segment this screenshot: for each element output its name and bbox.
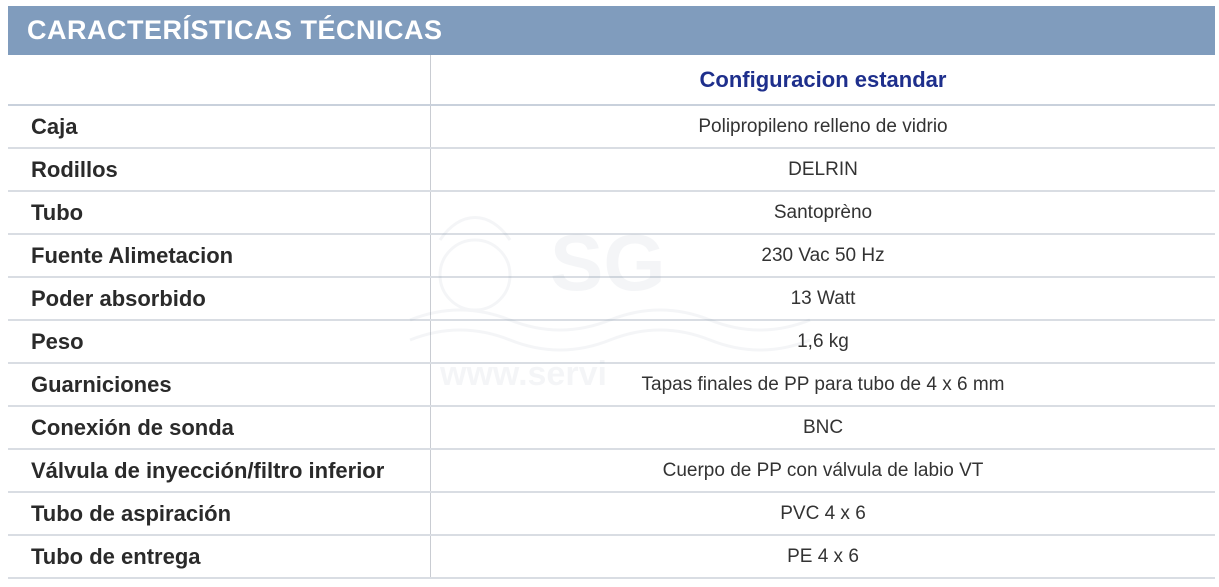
table-row <box>8 536 1215 579</box>
row-label: Conexión de sonda <box>8 407 431 448</box>
table-row <box>8 450 1215 493</box>
table-row <box>8 149 1215 192</box>
row-value: 13 Watt <box>790 287 856 309</box>
row-value: Polipropileno relleno de vidrio <box>698 115 948 137</box>
row-label: Caja <box>8 106 431 147</box>
table-row <box>8 106 1215 149</box>
table-row <box>8 235 1215 278</box>
header-config-label: Configuracion estandar <box>699 66 947 92</box>
row-value: BNC <box>802 416 844 438</box>
row-label: Rodillos <box>8 149 431 190</box>
section-title: CARACTERÍSTICAS TÉCNICAS <box>8 6 1215 55</box>
table-row <box>8 192 1215 235</box>
row-value: DELRIN <box>788 158 858 180</box>
table-header-row <box>8 55 1215 106</box>
row-label: Fuente Alimetacion <box>8 235 431 276</box>
row-value: 230 Vac 50 Hz <box>761 244 885 266</box>
watermark-logo-text: SG <box>550 218 666 307</box>
spec-table <box>8 55 1215 579</box>
row-value: PE 4 x 6 <box>787 545 859 567</box>
row-value: Tapas finales de PP para tubo de 4 x 6 mm <box>641 373 1005 395</box>
table-row <box>8 493 1215 536</box>
spec-sheet <box>8 6 1215 579</box>
row-label: Guarniciones <box>8 364 431 405</box>
table-row <box>8 407 1215 450</box>
row-label: Tubo de aspiración <box>8 493 431 534</box>
row-value: Cuerpo de PP con válvula de labio VT <box>662 459 984 481</box>
row-value: PVC 4 x 6 <box>780 502 866 524</box>
watermark-url-text: www.servi <box>440 355 607 393</box>
row-label: Tubo de entrega <box>8 536 431 577</box>
table-row <box>8 321 1215 364</box>
row-value: 1,6 kg <box>797 330 849 352</box>
row-label: Poder absorbido <box>8 278 431 319</box>
table-row <box>8 278 1215 321</box>
row-label: Válvula de inyección/filtro inferior <box>8 450 431 491</box>
row-label: Peso <box>8 321 431 362</box>
row-label: Tubo <box>8 192 431 233</box>
header-left-cell <box>8 55 431 104</box>
table-row <box>8 364 1215 407</box>
row-value: Santoprèno <box>773 201 873 223</box>
